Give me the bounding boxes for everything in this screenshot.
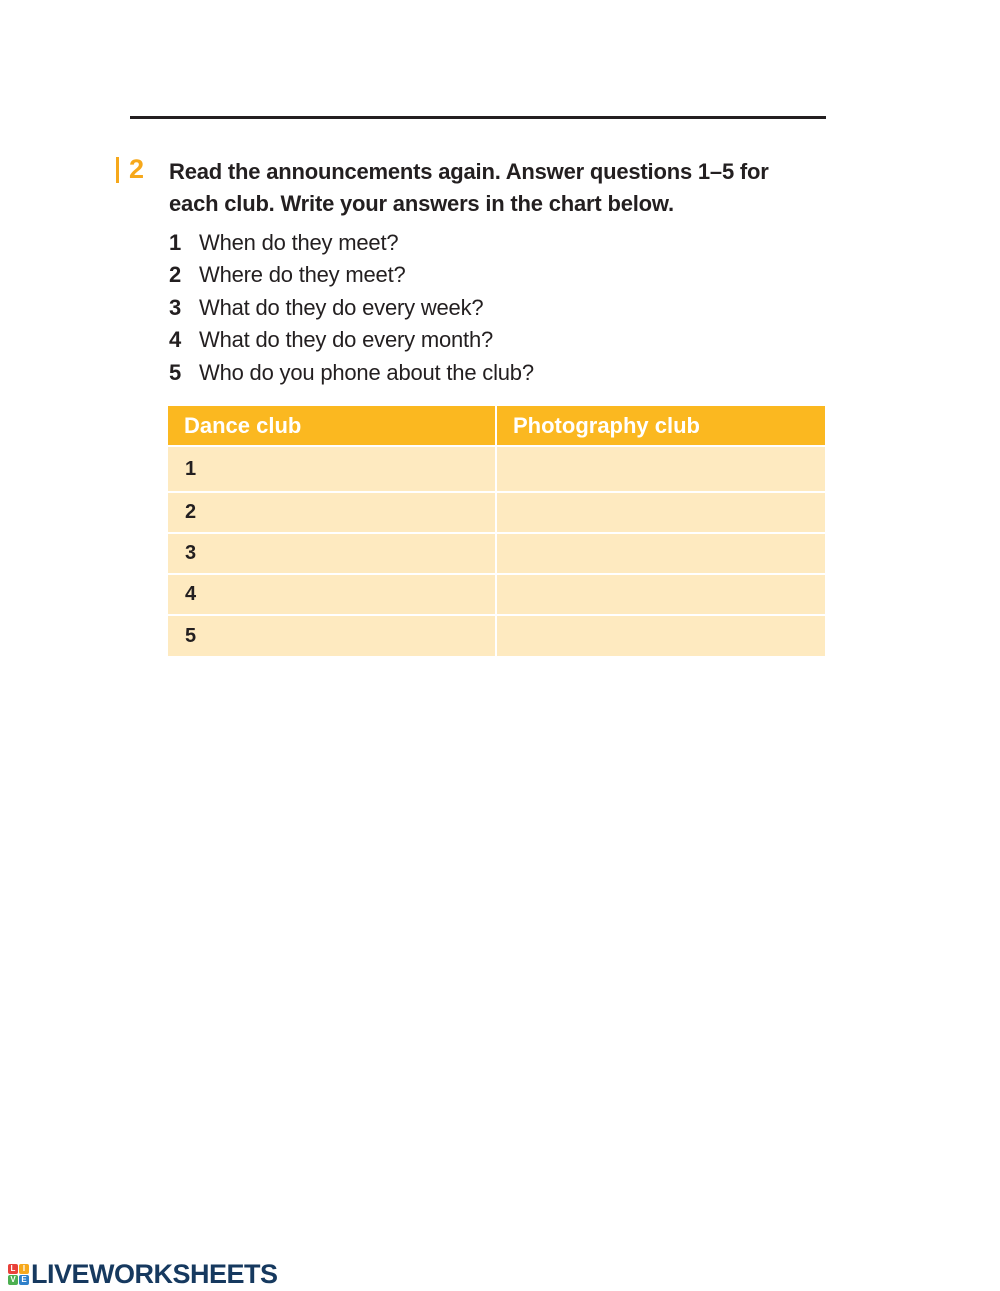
question-text: Where do they meet? <box>199 262 406 288</box>
answer-cell[interactable] <box>496 492 825 533</box>
row-label: 3 <box>168 533 496 574</box>
answer-chart <box>168 406 825 656</box>
answer-cell[interactable] <box>496 533 825 574</box>
row-label: 4 <box>168 574 496 615</box>
liveworksheets-logo[interactable] <box>8 1258 278 1290</box>
question-number: 4 <box>169 327 182 353</box>
question-number: 5 <box>169 359 182 385</box>
liveworksheets-logo-icon <box>8 1264 29 1285</box>
answer-cell[interactable] <box>496 574 825 615</box>
column-header-photography-club: Photography club <box>496 406 825 446</box>
question-item <box>169 259 534 291</box>
question-item <box>169 292 534 324</box>
question-item <box>169 324 534 356</box>
question-text: Who do you phone about the club? <box>199 359 534 385</box>
chart-header-row <box>168 406 825 446</box>
question-item <box>169 227 534 259</box>
row-label: 2 <box>168 492 496 533</box>
question-text: What do they do every month? <box>199 327 494 353</box>
logo-tile: I <box>19 1264 29 1274</box>
liveworksheets-brand-text: LIVEWORKSHEETS <box>31 1259 278 1289</box>
row-label: 5 <box>168 615 496 656</box>
table-row <box>168 492 825 533</box>
logo-tile: E <box>19 1275 29 1285</box>
logo-tile: L <box>8 1264 18 1274</box>
question-text: When do they meet? <box>199 230 399 255</box>
table-row <box>168 615 825 656</box>
question-list <box>169 227 534 389</box>
row-label: 1 <box>168 446 496 492</box>
question-number: 1 <box>169 230 182 255</box>
logo-tile: V <box>8 1275 18 1285</box>
question-number: 3 <box>169 294 182 320</box>
table-row <box>168 574 825 615</box>
exercise-number: 2 <box>129 154 145 184</box>
column-header-dance-club: Dance club <box>168 406 496 446</box>
table-row <box>168 446 825 492</box>
answer-cell[interactable] <box>496 446 825 492</box>
answer-cell[interactable] <box>496 615 825 656</box>
exercise-instructions: Read the announcements again. Answer questions 1–5 for each club. Write your answers in the chart below. <box>169 159 769 216</box>
exercise-marker-bar <box>116 157 119 183</box>
question-text: What do they do every week? <box>199 294 484 320</box>
question-number: 2 <box>169 262 182 288</box>
top-rule <box>130 116 826 119</box>
question-item <box>169 357 534 389</box>
table-row <box>168 533 825 574</box>
